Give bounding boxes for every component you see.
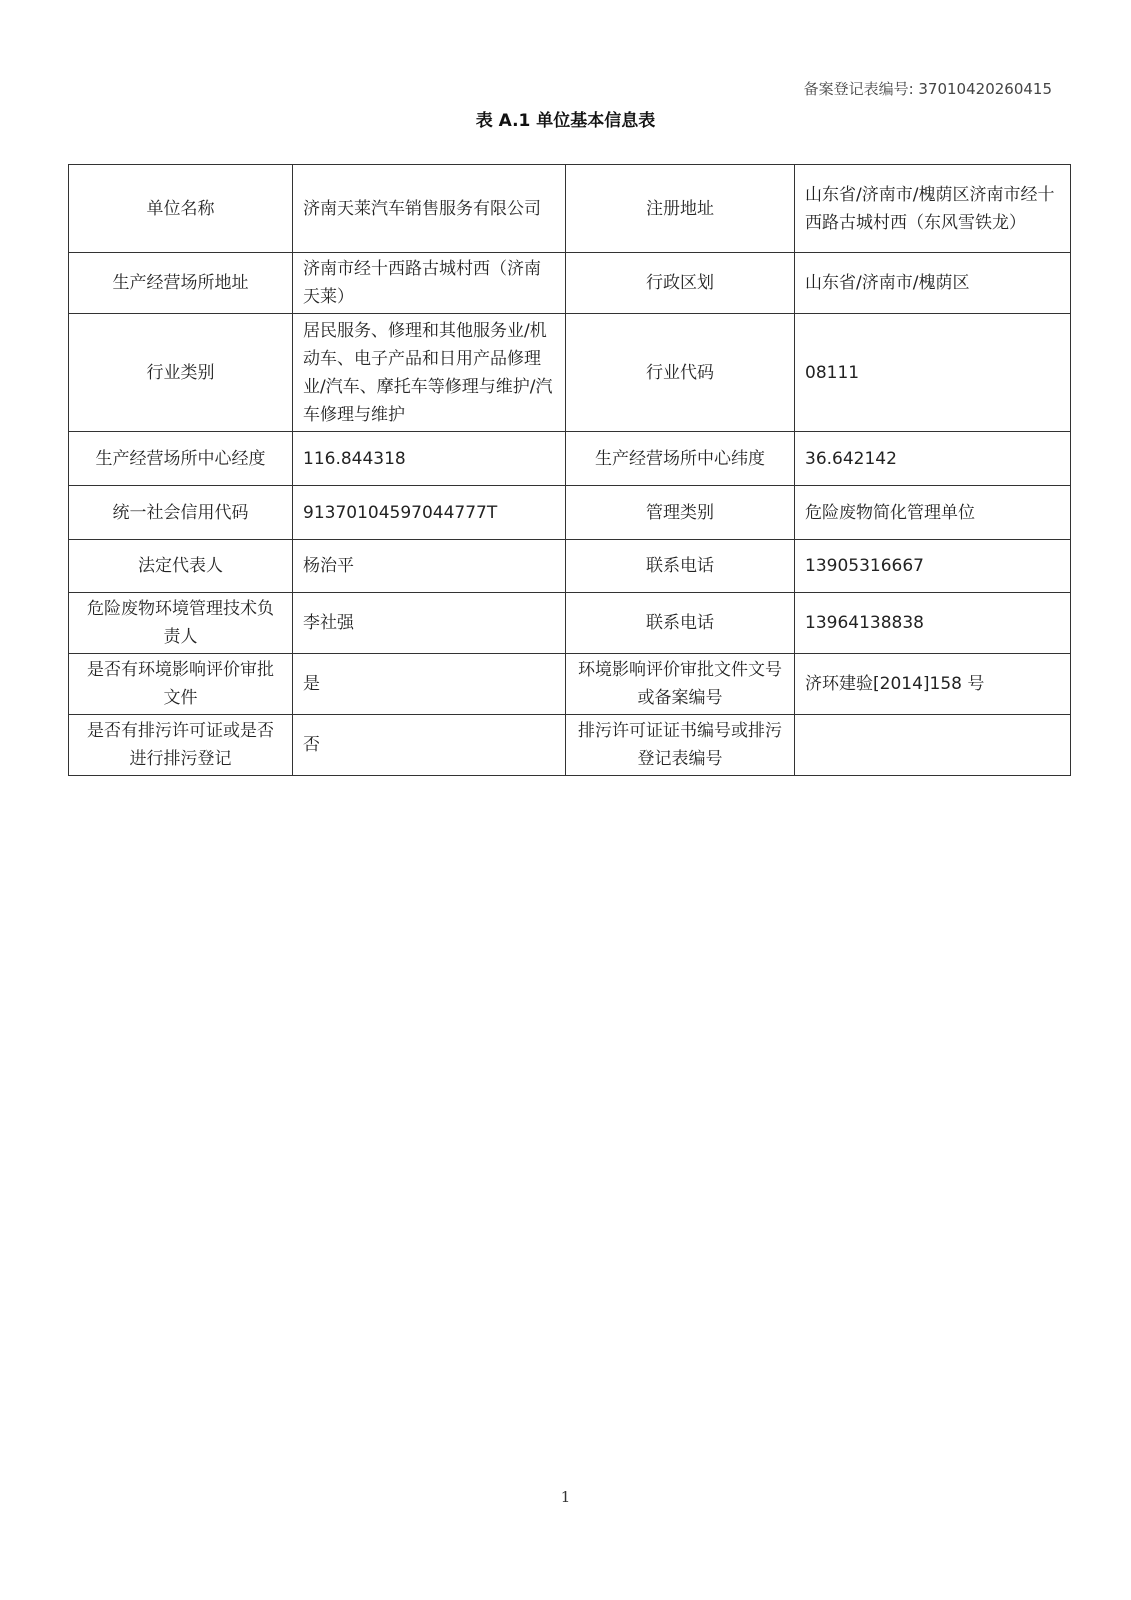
table-row [69, 486, 1071, 540]
value-permit-no [795, 715, 1071, 776]
value-industry-code: 08111 [795, 314, 1071, 432]
value-legal-rep: 杨治平 [293, 540, 566, 593]
value-phone-1: 13905316667 [795, 540, 1071, 593]
table-row [69, 253, 1071, 314]
value-eia-approval: 是 [293, 654, 566, 715]
label-registered-address: 注册地址 [566, 165, 795, 253]
label-management-category: 管理类别 [566, 486, 795, 540]
label-discharge-permit: 是否有排污许可证或是否进行排污登记 [69, 715, 293, 776]
value-eia-doc-no: 济环建验[2014]158 号 [795, 654, 1071, 715]
record-number: 备案登记表编号: 37010420260415 [803, 80, 1052, 98]
value-phone-2: 13964138838 [795, 593, 1071, 654]
unit-info-table [68, 164, 1071, 776]
label-tech-lead: 危险废物环境管理技术负责人 [69, 593, 293, 654]
label-credit-code: 统一社会信用代码 [69, 486, 293, 540]
table-row [69, 432, 1071, 486]
label-permit-no: 排污许可证证书编号或排污登记表编号 [566, 715, 795, 776]
value-unit-name: 济南天莱汽车销售服务有限公司 [293, 165, 566, 253]
value-site-address: 济南市经十西路古城村西（济南天莱） [293, 253, 566, 314]
table-title: 表 A.1 单位基本信息表 [475, 111, 656, 131]
label-eia-doc-no: 环境影响评价审批文件文号或备案编号 [566, 654, 795, 715]
value-tech-lead: 李社强 [293, 593, 566, 654]
value-registered-address: 山东省/济南市/槐荫区济南市经十西路古城村西（东风雪铁龙） [795, 165, 1071, 253]
value-credit-code: 91370104597044777T [293, 486, 566, 540]
label-eia-approval: 是否有环境影响评价审批文件 [69, 654, 293, 715]
label-site-address: 生产经营场所地址 [69, 253, 293, 314]
label-legal-rep: 法定代表人 [69, 540, 293, 593]
label-phone-2: 联系电话 [566, 593, 795, 654]
value-discharge-permit: 否 [293, 715, 566, 776]
table-row [69, 314, 1071, 432]
label-admin-division: 行政区划 [566, 253, 795, 314]
label-industry-code: 行业代码 [566, 314, 795, 432]
label-unit-name: 单位名称 [69, 165, 293, 253]
value-admin-division: 山东省/济南市/槐荫区 [795, 253, 1071, 314]
table-row [69, 165, 1071, 253]
table-row [69, 654, 1071, 715]
table-row [69, 540, 1071, 593]
table-row [69, 715, 1071, 776]
value-latitude: 36.642142 [795, 432, 1071, 486]
value-industry-category: 居民服务、修理和其他服务业/机动车、电子产品和日用产品修理业/汽车、摩托车等修理与维护/汽车修理与维护 [293, 314, 566, 432]
label-longitude: 生产经营场所中心经度 [69, 432, 293, 486]
label-industry-category: 行业类别 [69, 314, 293, 432]
page-number: 1 [560, 1488, 571, 1506]
table-row [69, 593, 1071, 654]
label-phone-1: 联系电话 [566, 540, 795, 593]
value-management-category: 危险废物简化管理单位 [795, 486, 1071, 540]
value-longitude: 116.844318 [293, 432, 566, 486]
label-latitude: 生产经营场所中心纬度 [566, 432, 795, 486]
